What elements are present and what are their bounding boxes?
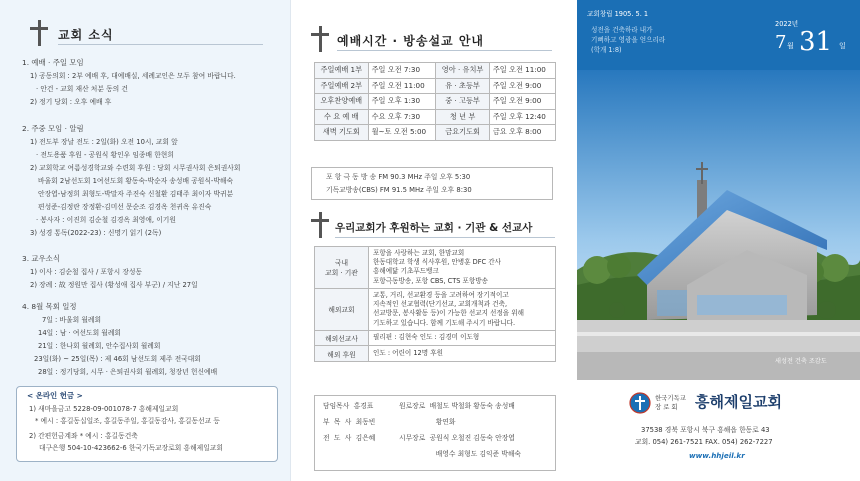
meetings-item: 2) 교회학교 여름성경학교와 수련회 후원 : 당회 시무권사회 은퇴권사회 xyxy=(30,164,241,172)
day-unit: 일 xyxy=(839,42,846,50)
support-line: 지속적인 선교협력(단기선교, 교회개척과 건축, xyxy=(373,300,508,309)
verse-line: 기뻐하고 영광을 얻으리라 xyxy=(591,36,666,44)
meetings-item: · 봉사자 : 이진희 김순철 김경옥 최영애, 이기원 xyxy=(36,216,176,224)
members-heading: 3. 교우소식 xyxy=(22,254,60,263)
church-news-panel xyxy=(0,0,290,481)
schedule-row xyxy=(315,63,556,79)
denomination-logo-icon xyxy=(629,392,651,414)
support-row xyxy=(315,346,556,362)
church-info xyxy=(577,380,860,481)
support-label: 해외교회 xyxy=(315,288,369,330)
worship-item: · 안건 - 교회 재산 처분 동의 건 xyxy=(36,85,128,93)
support-detail xyxy=(369,247,556,289)
title-divider xyxy=(335,237,555,238)
schedule-item: 7일 : 바울회 월례회 xyxy=(42,316,102,324)
verse-line: 성전을 건축하라 내가 xyxy=(591,26,653,34)
meetings-item: 3) 성경 통독(2022-23) : 신명기 읽기 (2독) xyxy=(30,229,162,237)
schedule-row xyxy=(315,94,556,110)
online-offering-item: 1) 새마을금고 5228-09-001078-7 흥해제일교회 xyxy=(29,405,179,413)
meetings-item: 1) 전도부 장날 전도 : 2일(화) 오전 10시, 교회 앞 xyxy=(30,138,178,146)
schedule-time: 수요 오후 7:30 xyxy=(368,109,436,125)
support-line: 한동대학교 학생 식사후원, 안병훈 DFC 간사 xyxy=(373,258,501,267)
church-website-link[interactable]: www.hhjeil.kr xyxy=(689,451,745,460)
title-divider xyxy=(58,44,263,45)
schedule-time: 주일 오전 7:30 xyxy=(368,63,436,79)
support-row xyxy=(315,330,556,346)
schedule-time: 금요 오후 8:00 xyxy=(489,125,555,141)
schedule-service: 영아 · 유치부 xyxy=(436,63,490,79)
schedule-service: 청 년 부 xyxy=(436,109,490,125)
church-rendering xyxy=(577,70,860,380)
broadcast-line: 포 항 극 동 방 송 FM 90.3 MHz 주일 오후 5:30 xyxy=(326,173,471,181)
members-item: 1) 이사 : 김순철 집사 / 포항시 장성동 xyxy=(30,268,143,276)
church-phone: 교회. 054) 261-7521 FAX. 054) 262-7227 xyxy=(635,438,773,446)
bulletin-year: 2022년 xyxy=(775,20,799,28)
schedule-row xyxy=(315,109,556,125)
schedule-title: 예배시간 · 방송설교 안내 xyxy=(337,34,485,48)
schedule-row xyxy=(315,125,556,141)
schedule-time: 주일 오후 12:40 xyxy=(489,109,555,125)
support-detail xyxy=(369,330,556,346)
support-line: 기도하고 있습니다. 함께 기도해 주시기 바랍니다. xyxy=(373,318,516,327)
schedule-service: 금요기도회 xyxy=(436,125,490,141)
broadcast-box xyxy=(311,167,553,200)
meetings-item: 편성준-김정란 장정환-김미선 문순조 김경옥 천귀옥 유진숙 xyxy=(38,203,212,211)
online-offering-item: 대구은행 504-10-423662-6 한국기독교장로회 흥해제일교회 xyxy=(39,444,223,452)
elder-entry: 배영수 최형도 김익준 박해숙 xyxy=(399,450,521,458)
worship-item: 1) 공동의회 : 2부 예배 후, 대예배실, 세례교인은 모두 참여 바랍니다. xyxy=(30,72,236,80)
support-line: 교통, 거리, 선교환경 등을 고려하여 장기적이고 xyxy=(373,290,509,299)
support-detail xyxy=(369,288,556,330)
title-divider xyxy=(337,50,552,51)
schedule-item: 28일 : 정기당회, 시무 · 은퇴권사회 월례회, 청장년 헌신예배 xyxy=(38,368,218,376)
online-offering-title: < 온라인 헌금 > xyxy=(27,391,83,400)
cover-panel xyxy=(577,0,860,481)
support-line: 흥해예닮 기초푸드뱅크 xyxy=(373,267,439,276)
worship-schedule-table xyxy=(314,62,556,141)
support-table xyxy=(314,246,556,362)
members-item: 2) 장례 : 故 정원만 집사 (황성애 집사 부군) / 지난 27일 xyxy=(30,281,198,289)
schedule-time: 월~토 오전 5:00 xyxy=(368,125,436,141)
schedule-time: 주일 오전 9:00 xyxy=(489,94,555,110)
meetings-item: 바울회 2남선도회 1여선도회 황동숙-박순자 송성배 공원식-박해숙 xyxy=(38,177,234,185)
cross-icon xyxy=(311,26,329,52)
schedule-item: 14일 : 남 · 여선도회 월례회 xyxy=(38,329,121,337)
founded-date: 교회창립 1905. 5. 1 xyxy=(587,10,649,18)
church-illustration xyxy=(577,70,860,380)
support-line: 선교방문, 봉사활동 등)이 가능한 선교지 선정을 위해 xyxy=(373,309,525,318)
support-line: 포항을 사랑하는 교회, 한맘교회 xyxy=(373,249,465,257)
bulletin-day: 31 xyxy=(799,27,833,57)
meetings-heading: 2. 주중 모임 · 알림 xyxy=(22,124,84,133)
schedule-service: 유 · 초등부 xyxy=(436,78,490,94)
schedule-panel xyxy=(290,0,577,481)
pastor-entry: 전 도 사 김은혜 xyxy=(323,434,376,442)
schedule-time: 주일 오전 11:00 xyxy=(368,78,436,94)
support-row xyxy=(315,288,556,330)
pastor-entry: 부 목 사 최동빈 xyxy=(323,418,376,426)
online-offering-box xyxy=(16,386,278,462)
church-address: 37538 경북 포항시 북구 흥해읍 한동로 43 xyxy=(641,426,770,434)
church-news-title: 교회 소식 xyxy=(58,28,114,42)
support-label: 해외선교사 xyxy=(315,330,369,346)
schedule-item: 23일(화) ~ 25일(목) : 제 46회 남선도회 제주 전국대회 xyxy=(34,355,201,363)
pastor-entry: 담임목사 홍경표 xyxy=(323,402,374,410)
verse-reference: (학개 1:8) xyxy=(591,46,622,54)
meetings-item: 안장엽-남정희 최형도-박말자 주진숙 신철환 김태주 최이자 박귀분 xyxy=(38,190,234,198)
schedule-service: 주일예배 1부 xyxy=(315,63,369,79)
support-line: 포항극동방송, 포항 CBS, CTS 포항방송 xyxy=(373,276,489,285)
online-offering-item: 2) 간편헌금계좌 * 예시 : 홍길동건축 xyxy=(29,432,138,440)
schedule-time: 주일 오전 9:00 xyxy=(489,78,555,94)
bulletin-month: 7 xyxy=(775,32,787,53)
schedule-service: 중 · 고등부 xyxy=(436,94,490,110)
church-name: 흥해제일교회 xyxy=(695,393,782,411)
denomination-line: 한국기독교 xyxy=(655,394,686,402)
support-label: 해외 후원 xyxy=(315,346,369,362)
meetings-item: · 전도용품 후원 - 공원식 황인우 임종배 한현희 xyxy=(36,151,174,159)
schedule-row xyxy=(315,78,556,94)
worship-item: 2) 정기 당회 : 오후 예배 후 xyxy=(30,98,112,106)
rendering-caption: 새성전 건축 조감도 xyxy=(775,358,827,365)
support-label: 국내 교회 · 기관 xyxy=(315,247,369,289)
elder-entry: 원로장로 배철도 박철화 황동숙 송성배 xyxy=(399,402,515,410)
support-row xyxy=(315,247,556,289)
worship-heading: 1. 예배 · 주일 모임 xyxy=(22,58,84,67)
schedule-heading: 4. 8월 목회 일정 xyxy=(22,302,77,311)
support-title: 우리교회가 후원하는 교회 · 기관 & 선교사 xyxy=(335,222,533,234)
support-line: 필리핀 : 김현숙 인도 : 김경미 이도형 xyxy=(373,333,480,342)
cross-icon xyxy=(311,212,329,238)
schedule-service: 수 요 예 배 xyxy=(315,109,369,125)
schedule-service: 주일예배 2부 xyxy=(315,78,369,94)
support-line: 인도 : 어린이 12명 후원 xyxy=(373,348,443,357)
schedule-time: 주일 오전 11:00 xyxy=(489,63,555,79)
schedule-time: 주일 오후 1:30 xyxy=(368,94,436,110)
schedule-service: 오후찬양예배 xyxy=(315,94,369,110)
schedule-service: 새벽 기도회 xyxy=(315,125,369,141)
cross-icon xyxy=(30,20,48,46)
pastors-box xyxy=(314,395,556,471)
support-detail xyxy=(369,346,556,362)
elder-entry: 황연화 xyxy=(399,418,456,426)
cover-header xyxy=(577,0,860,70)
denomination-line: 장 로 회 xyxy=(655,403,678,411)
elder-entry: 시무장로 공원식 오철진 김동숙 안장엽 xyxy=(399,434,515,442)
online-offering-item: * 예시 : 홍길동십일조, 홍길동주일, 홍길동감사, 홍길동선교 등 xyxy=(35,417,220,425)
broadcast-line: 기독교방송(CBS) FM 91.5 MHz 주일 오후 8:30 xyxy=(326,186,472,194)
month-unit: 월 xyxy=(787,42,794,50)
schedule-item: 21일 : 한나회 월례회, 안수집사회 월례회 xyxy=(38,342,161,350)
